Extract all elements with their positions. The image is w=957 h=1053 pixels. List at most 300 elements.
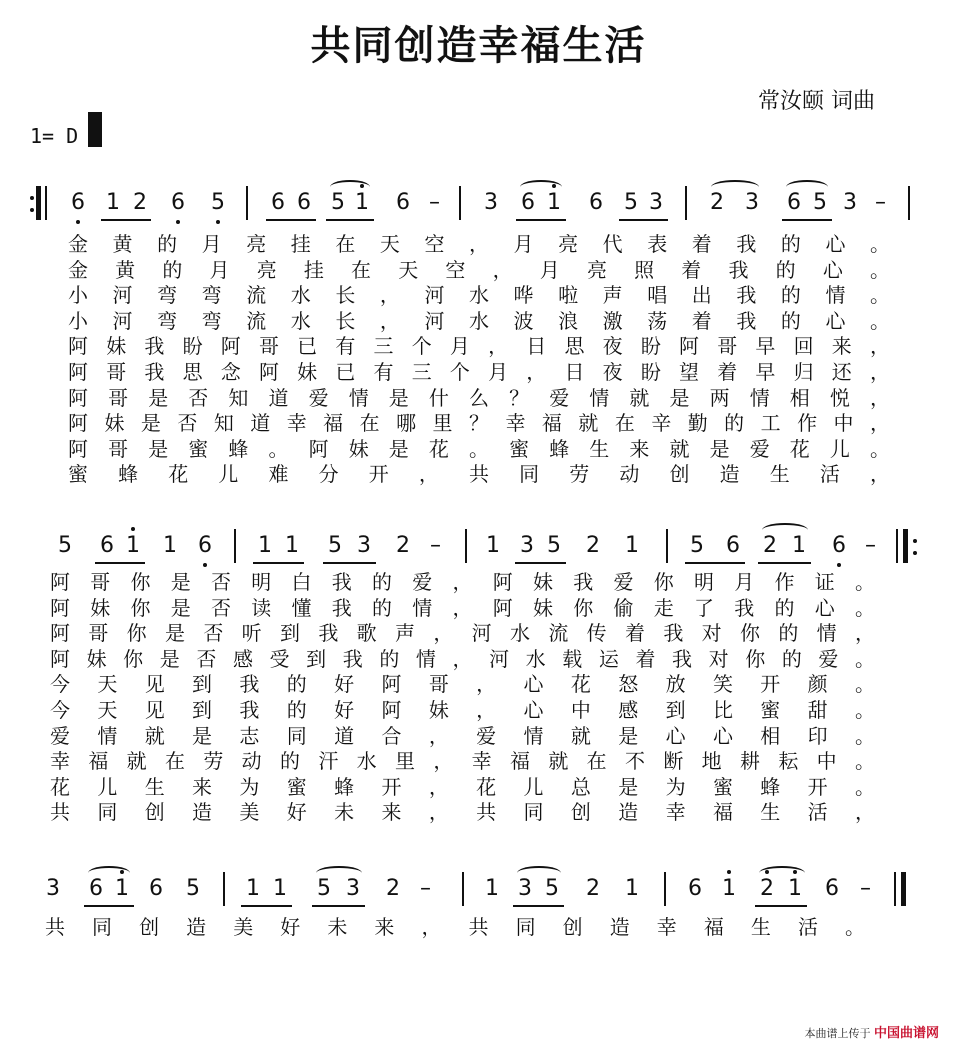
lyric-char: 。 xyxy=(855,646,875,671)
lyric-char: 是 xyxy=(388,436,409,461)
lyric-char: 到 xyxy=(192,672,213,697)
lyric-char: 盼 xyxy=(640,359,661,384)
lyric-char: 空 xyxy=(445,257,466,282)
lyric-char: 情 xyxy=(348,385,369,410)
lyric-char: ， xyxy=(526,359,547,384)
lyric-line xyxy=(0,334,957,360)
lyric-char: 情 xyxy=(97,723,118,748)
lyric-char: 空 xyxy=(424,232,445,256)
lyric-char: 好 xyxy=(334,672,355,697)
lyric-char: 受 xyxy=(269,646,290,671)
lyric-char: 的 xyxy=(162,257,183,282)
lyric-char: 爱 xyxy=(412,570,433,594)
lyric-char: 生 xyxy=(144,774,165,799)
lyric-char: 月 xyxy=(734,570,755,594)
lyric-char: 黄 xyxy=(115,257,136,282)
lyric-char: 幸 xyxy=(656,915,677,939)
footer-prefix: 本曲谱上传于 xyxy=(804,1027,871,1040)
lyric-char: 相 xyxy=(760,723,781,748)
lyric-char: 。 xyxy=(855,595,875,620)
lyric-char: 心 xyxy=(665,723,686,748)
lyric-char: 蜜 xyxy=(286,774,307,799)
lyric-char: 同 xyxy=(519,462,540,487)
lyric-char: 的 xyxy=(780,308,801,333)
lyric-char: 同 xyxy=(97,800,118,825)
lyric-char: 阿 xyxy=(381,697,402,722)
lyric-char: 是 xyxy=(618,723,639,748)
lyric-char: 明 xyxy=(251,570,272,594)
lyric-char: 望 xyxy=(679,359,700,384)
lyric-char: 的 xyxy=(286,672,307,697)
lyric-char: 在 xyxy=(614,411,635,436)
lyric-char: 金 xyxy=(68,257,88,282)
lyric-char: 妹 xyxy=(297,359,318,384)
lyric-char: 。 xyxy=(855,697,875,722)
lyric-char: 到 xyxy=(306,646,327,671)
lyric-char: 我 xyxy=(734,595,755,620)
lyric-char: 思 xyxy=(182,359,203,384)
lyric-char: 唱 xyxy=(647,283,668,308)
lyric-char: 见 xyxy=(144,697,165,722)
footer-site-logo[interactable]: 中国曲谱网 xyxy=(873,1026,939,1041)
lyric-char: 耕 xyxy=(740,749,760,774)
lyric-char: 笑 xyxy=(712,672,733,697)
lyric-char: 今 xyxy=(50,672,70,697)
lyric-char: 辛 xyxy=(651,411,672,436)
lyric-char: 阿 xyxy=(68,359,88,384)
lyric-char: 哥 xyxy=(717,334,738,359)
lyric-char: 水 xyxy=(356,749,377,774)
lyric-char: 你 xyxy=(573,595,594,620)
staff-line-3: 3 6 1 6 5 1 1 5 3 2 – 1 3 5 2 1 6 1 2 1 6 – xyxy=(0,876,957,916)
lyric-char: 哥 xyxy=(108,385,129,410)
lyric-char: 未 xyxy=(334,800,355,825)
lyric-char: 创 xyxy=(669,462,690,487)
lyric-char: 我 xyxy=(144,334,165,359)
lyric-char: 。 xyxy=(855,749,875,774)
lyric-char: 否 xyxy=(211,595,231,620)
lyric-line xyxy=(0,360,957,386)
lyric-char: 比 xyxy=(712,697,733,722)
lyric-char: 。 xyxy=(845,915,865,939)
lyric-char: 天 xyxy=(97,672,118,697)
lyric-char: 悦 xyxy=(829,385,850,410)
lyric-char: 蜜 xyxy=(188,436,209,461)
lyric-char: 印 xyxy=(807,723,828,748)
lyric-char: 情 xyxy=(412,595,433,620)
lyric-char: 中 xyxy=(816,749,837,774)
lyric-char: 河 xyxy=(112,308,133,333)
lyric-char: ， xyxy=(870,359,890,384)
lyric-char: 对 xyxy=(701,621,722,646)
lyric-char: 的 xyxy=(372,595,392,620)
lyric-char: 心 xyxy=(712,723,733,748)
lyric-char: 的 xyxy=(781,646,802,671)
lyric-char: 花 xyxy=(476,774,497,799)
lyric-char: 日 xyxy=(526,334,547,359)
lyric-char: 声 xyxy=(602,283,623,308)
lyric-char: 阿 xyxy=(308,436,329,461)
lyric-char: 妹 xyxy=(533,595,553,620)
lyric-char: 心 xyxy=(814,595,835,620)
lyric-char: 长 xyxy=(335,283,356,308)
lyric-char: 着 xyxy=(681,257,702,282)
lyric-char: 好 xyxy=(280,915,301,939)
lyric-char: 天 xyxy=(379,232,400,256)
lyric-char: 的 xyxy=(372,570,392,594)
lyric-char: 作 xyxy=(774,570,795,594)
lyric-char: 为 xyxy=(665,774,686,799)
lyric-char: 三 xyxy=(411,359,432,384)
lyric-char: 阿 xyxy=(50,570,70,594)
lyric-char: 心 xyxy=(822,257,843,282)
lyric-char: 阿 xyxy=(68,411,88,436)
lyric-char: 是 xyxy=(165,621,185,646)
lyric-char: 福 xyxy=(541,411,562,436)
lyric-char: 河 xyxy=(112,283,133,308)
lyric-char: 运 xyxy=(598,646,619,671)
lyric-char: 我 xyxy=(239,697,260,722)
lyric-char: 有 xyxy=(335,334,356,359)
lyric-char: 情 xyxy=(749,385,770,410)
lyric-char: 地 xyxy=(701,749,722,774)
lyric-line xyxy=(0,800,957,826)
lyric-char: 亮 xyxy=(586,257,607,282)
lyric-char: ， xyxy=(421,915,442,939)
lyric-char: 志 xyxy=(239,723,260,748)
lyric-char: 蜜 xyxy=(760,697,781,722)
lyric-char: 夜 xyxy=(602,334,623,359)
lyric-char: ， xyxy=(433,749,454,774)
lyric-char: 难 xyxy=(268,462,289,487)
lyric-char: 蜜 xyxy=(509,436,530,461)
lyric-char: 就 xyxy=(548,749,569,774)
lyric-char: 哗 xyxy=(513,283,534,308)
lyric-char: 就 xyxy=(669,436,690,461)
lyric-char: ， xyxy=(428,723,449,748)
lyric-char: 花 xyxy=(168,462,189,487)
lyric-char: 造 xyxy=(192,800,213,825)
lyric-char: 阿 xyxy=(68,436,88,461)
lyric-char: 。 xyxy=(870,283,890,308)
lyric-char: 着 xyxy=(717,359,738,384)
lyric-char: 的 xyxy=(286,697,307,722)
lyric-char: 就 xyxy=(570,723,591,748)
lyric-line xyxy=(0,283,957,309)
lyric-char: 的 xyxy=(280,749,300,774)
lyric-char: 回 xyxy=(793,334,814,359)
lyric-char: 证 xyxy=(814,570,835,594)
lyric-char: 造 xyxy=(186,915,207,939)
lyric-char: 好 xyxy=(334,697,355,722)
lyric-char: 为 xyxy=(239,774,260,799)
lyric-line xyxy=(0,749,957,775)
lyric-char: ？ xyxy=(469,411,489,436)
lyric-char: 流 xyxy=(246,283,267,308)
lyric-char: 出 xyxy=(691,283,712,308)
lyric-char: 。 xyxy=(870,436,890,461)
lyric-line xyxy=(0,232,957,258)
lyric-char: 幸 xyxy=(505,411,526,436)
lyric-line xyxy=(0,596,957,622)
lyric-char: 阿 xyxy=(50,646,70,671)
lyric-char: ， xyxy=(870,462,890,487)
lyric-char: 幸 xyxy=(665,800,686,825)
lyric-char: 月 xyxy=(449,334,470,359)
lyric-char: 蜂 xyxy=(334,774,355,799)
lyric-char: ， xyxy=(452,595,473,620)
lyric-char: 爱 xyxy=(308,385,329,410)
lyric-char: 走 xyxy=(653,595,674,620)
lyric-char: 我 xyxy=(331,595,352,620)
lyric-char: 有 xyxy=(373,359,394,384)
lyric-char: ， xyxy=(433,621,454,646)
lyric-char: 妹 xyxy=(533,570,553,594)
lyric-char: 情 xyxy=(589,385,610,410)
lyric-char: 我 xyxy=(736,308,757,333)
lyric-char: 妹 xyxy=(90,595,111,620)
lyrics-block-3 xyxy=(0,915,957,941)
lyric-char: ， xyxy=(870,411,890,436)
lyric-char: 着 xyxy=(691,232,712,256)
lyric-char: 情 xyxy=(415,646,436,671)
lyric-char: 到 xyxy=(280,621,300,646)
lyric-char: 耘 xyxy=(778,749,799,774)
lyric-char: 的 xyxy=(778,621,799,646)
lyric-char: 长 xyxy=(335,308,356,333)
lyric-char: 已 xyxy=(297,334,318,359)
lyric-char: 道 xyxy=(250,411,271,436)
lyric-char: 哥 xyxy=(108,436,129,461)
lyric-char: 到 xyxy=(665,697,686,722)
lyric-char: ， xyxy=(452,570,473,594)
lyric-char: 。 xyxy=(268,436,289,461)
staff-line-2: 5 6 1 1 6 1 1 5 3 2 – 1 3 5 2 1 5 6 2 1 6 – xyxy=(0,533,957,573)
lyric-char: 蜂 xyxy=(228,436,249,461)
lyric-char: 阿 xyxy=(492,595,513,620)
lyric-char: ， xyxy=(452,646,473,671)
lyric-char: 在 xyxy=(165,749,185,774)
lyric-line xyxy=(0,775,957,801)
lyric-char: 阿 xyxy=(679,334,700,359)
lyric-char: 活 xyxy=(797,915,818,939)
lyric-char: 开 xyxy=(381,774,402,799)
lyric-char: 流 xyxy=(548,621,569,646)
lyric-char: 水 xyxy=(469,308,489,333)
lyric-char: 否 xyxy=(196,646,217,671)
lyric-char: 见 xyxy=(144,672,165,697)
lyric-char: 是 xyxy=(669,385,690,410)
lyric-char: 生 xyxy=(760,800,781,825)
lyric-char: 哥 xyxy=(106,359,127,384)
lyric-char: 传 xyxy=(586,621,607,646)
lyric-char: 造 xyxy=(719,462,740,487)
lyric-char: 你 xyxy=(123,646,144,671)
lyric-char: 是 xyxy=(159,646,180,671)
lyric-char: 动 xyxy=(619,462,640,487)
lyric-char: 蜜 xyxy=(712,774,733,799)
lyric-char: 共 xyxy=(469,462,489,487)
lyric-char: 到 xyxy=(192,697,213,722)
lyric-char: 儿 xyxy=(523,774,544,799)
lyric-line xyxy=(0,647,957,673)
lyric-char: 弯 xyxy=(201,308,222,333)
lyric-char: 情 xyxy=(816,621,837,646)
lyric-char: 哥 xyxy=(90,570,111,594)
lyric-char: 中 xyxy=(833,411,854,436)
lyric-char: 我 xyxy=(573,570,594,594)
lyric-char: 波 xyxy=(513,308,534,333)
lyric-line xyxy=(0,258,957,284)
lyric-char: 两 xyxy=(709,385,730,410)
lyric-char: 妹 xyxy=(106,334,127,359)
lyric-char: 亮 xyxy=(256,257,277,282)
lyric-char: 在 xyxy=(586,749,607,774)
lyric-char: 你 xyxy=(130,570,151,594)
lyric-char: 爱 xyxy=(613,570,634,594)
lyric-char: 在 xyxy=(351,257,372,282)
lyric-char: 就 xyxy=(144,723,165,748)
lyric-char: 还 xyxy=(831,359,852,384)
lyric-char: 儿 xyxy=(218,462,239,487)
lyric-char: 花 xyxy=(789,436,810,461)
lyric-char: 哥 xyxy=(258,334,279,359)
lyric-char: 来 xyxy=(374,915,395,939)
lyric-char: 汗 xyxy=(318,749,339,774)
lyric-char: 福 xyxy=(712,800,733,825)
lyric-char: 弯 xyxy=(157,283,178,308)
lyric-char: 着 xyxy=(635,646,656,671)
lyric-char: 月 xyxy=(539,257,560,282)
lyric-char: 蜂 xyxy=(760,774,781,799)
lyric-char: 否 xyxy=(211,570,231,594)
lyric-line xyxy=(0,621,957,647)
lyric-char: 。 xyxy=(870,232,890,256)
lyric-char: 工 xyxy=(760,411,781,436)
lyric-char: 水 xyxy=(290,283,311,308)
lyric-char: 共 xyxy=(468,915,489,939)
lyric-char: 就 xyxy=(126,749,147,774)
lyric-char: 美 xyxy=(233,915,254,939)
lyric-char: 天 xyxy=(97,697,118,722)
lyric-char: 相 xyxy=(789,385,810,410)
lyric-char: 断 xyxy=(663,749,684,774)
lyric-char: 你 xyxy=(130,595,151,620)
lyric-char: 念 xyxy=(220,359,241,384)
lyric-char: 我 xyxy=(331,570,352,594)
lyric-char: 的 xyxy=(379,646,400,671)
lyric-char: 我 xyxy=(736,283,757,308)
lyric-char: 儿 xyxy=(829,436,850,461)
lyric-char: 个 xyxy=(411,334,432,359)
lyric-char: 哥 xyxy=(428,672,449,697)
lyric-char: 共 xyxy=(50,800,70,825)
lyric-char: 就 xyxy=(629,385,650,410)
lyric-char: 。 xyxy=(870,308,890,333)
lyric-char: 亮 xyxy=(246,232,267,256)
lyric-char: 创 xyxy=(144,800,165,825)
lyric-char: ， xyxy=(379,283,400,308)
lyric-char: 明 xyxy=(694,570,714,594)
lyric-char: 花 xyxy=(428,436,449,461)
lyric-line xyxy=(0,411,957,437)
lyric-char: 爱 xyxy=(549,385,570,410)
lyric-char: ， xyxy=(469,232,489,256)
lyric-char: 福 xyxy=(510,749,530,774)
lyric-char: 挂 xyxy=(290,232,311,256)
lyric-char: ， xyxy=(428,800,449,825)
lyric-char: 水 xyxy=(510,621,530,646)
lyric-char: 生 xyxy=(589,436,610,461)
lyric-char: 浪 xyxy=(558,308,579,333)
lyric-char: 劳 xyxy=(569,462,590,487)
lyric-line xyxy=(0,698,957,724)
lyric-char: 心 xyxy=(523,697,544,722)
lyric-char: 心 xyxy=(825,308,846,333)
lyric-char: 我 xyxy=(239,672,260,697)
lyric-char: 早 xyxy=(755,334,776,359)
lyric-char: 载 xyxy=(562,646,583,671)
lyric-char: 动 xyxy=(241,749,262,774)
lyric-char: 月 xyxy=(513,232,534,256)
lyric-char: 我 xyxy=(672,646,693,671)
lyric-char: 感 xyxy=(618,697,639,722)
lyric-char: 金 xyxy=(68,232,88,256)
lyric-char: 生 xyxy=(750,915,771,939)
lyric-char: 情 xyxy=(523,723,544,748)
lyric-char: 妹 xyxy=(348,436,369,461)
lyric-char: 河 xyxy=(471,621,492,646)
lyric-char: 不 xyxy=(625,749,645,774)
lyric-char: 蜂 xyxy=(549,436,570,461)
lyric-char: 偷 xyxy=(613,595,634,620)
lyric-char: 否 xyxy=(203,621,224,646)
song-title: 共同创造幸福生活 xyxy=(310,22,647,69)
lyric-char: ？ xyxy=(509,385,530,410)
lyric-char: 什 xyxy=(428,385,449,410)
lyric-char: 水 xyxy=(290,308,311,333)
lyric-line xyxy=(0,570,957,596)
lyric-char: 阿 xyxy=(50,595,70,620)
lyric-char: 感 xyxy=(232,646,253,671)
lyric-char: 分 xyxy=(318,462,339,487)
lyric-char: 哪 xyxy=(396,411,417,436)
lyric-char: 爱 xyxy=(476,723,497,748)
lyric-char: 生 xyxy=(769,462,790,487)
lyric-char: 荡 xyxy=(647,308,668,333)
lyric-char: 阿 xyxy=(50,621,70,646)
lyric-char: 来 xyxy=(192,774,213,799)
lyrics-block-1 xyxy=(0,232,957,488)
lyric-char: 弯 xyxy=(201,283,222,308)
lyric-char: 里 xyxy=(432,411,453,436)
lyric-char: 阿 xyxy=(68,334,88,359)
lyric-char: 听 xyxy=(241,621,262,646)
lyric-char: ， xyxy=(870,334,890,359)
lyric-char: 。 xyxy=(870,257,890,282)
lyric-char: 我 xyxy=(144,359,165,384)
lyric-char: 活 xyxy=(819,462,840,487)
lyric-char: 河 xyxy=(424,308,445,333)
lyric-char: 劳 xyxy=(203,749,224,774)
lyric-char: 是 xyxy=(148,385,169,410)
lyric-char: 我 xyxy=(728,257,749,282)
lyric-char: 开 xyxy=(760,672,781,697)
lyric-char: 阿 xyxy=(381,672,402,697)
lyric-char: 否 xyxy=(188,385,209,410)
lyric-char: 挂 xyxy=(303,257,324,282)
lyric-char: 甜 xyxy=(807,697,828,722)
